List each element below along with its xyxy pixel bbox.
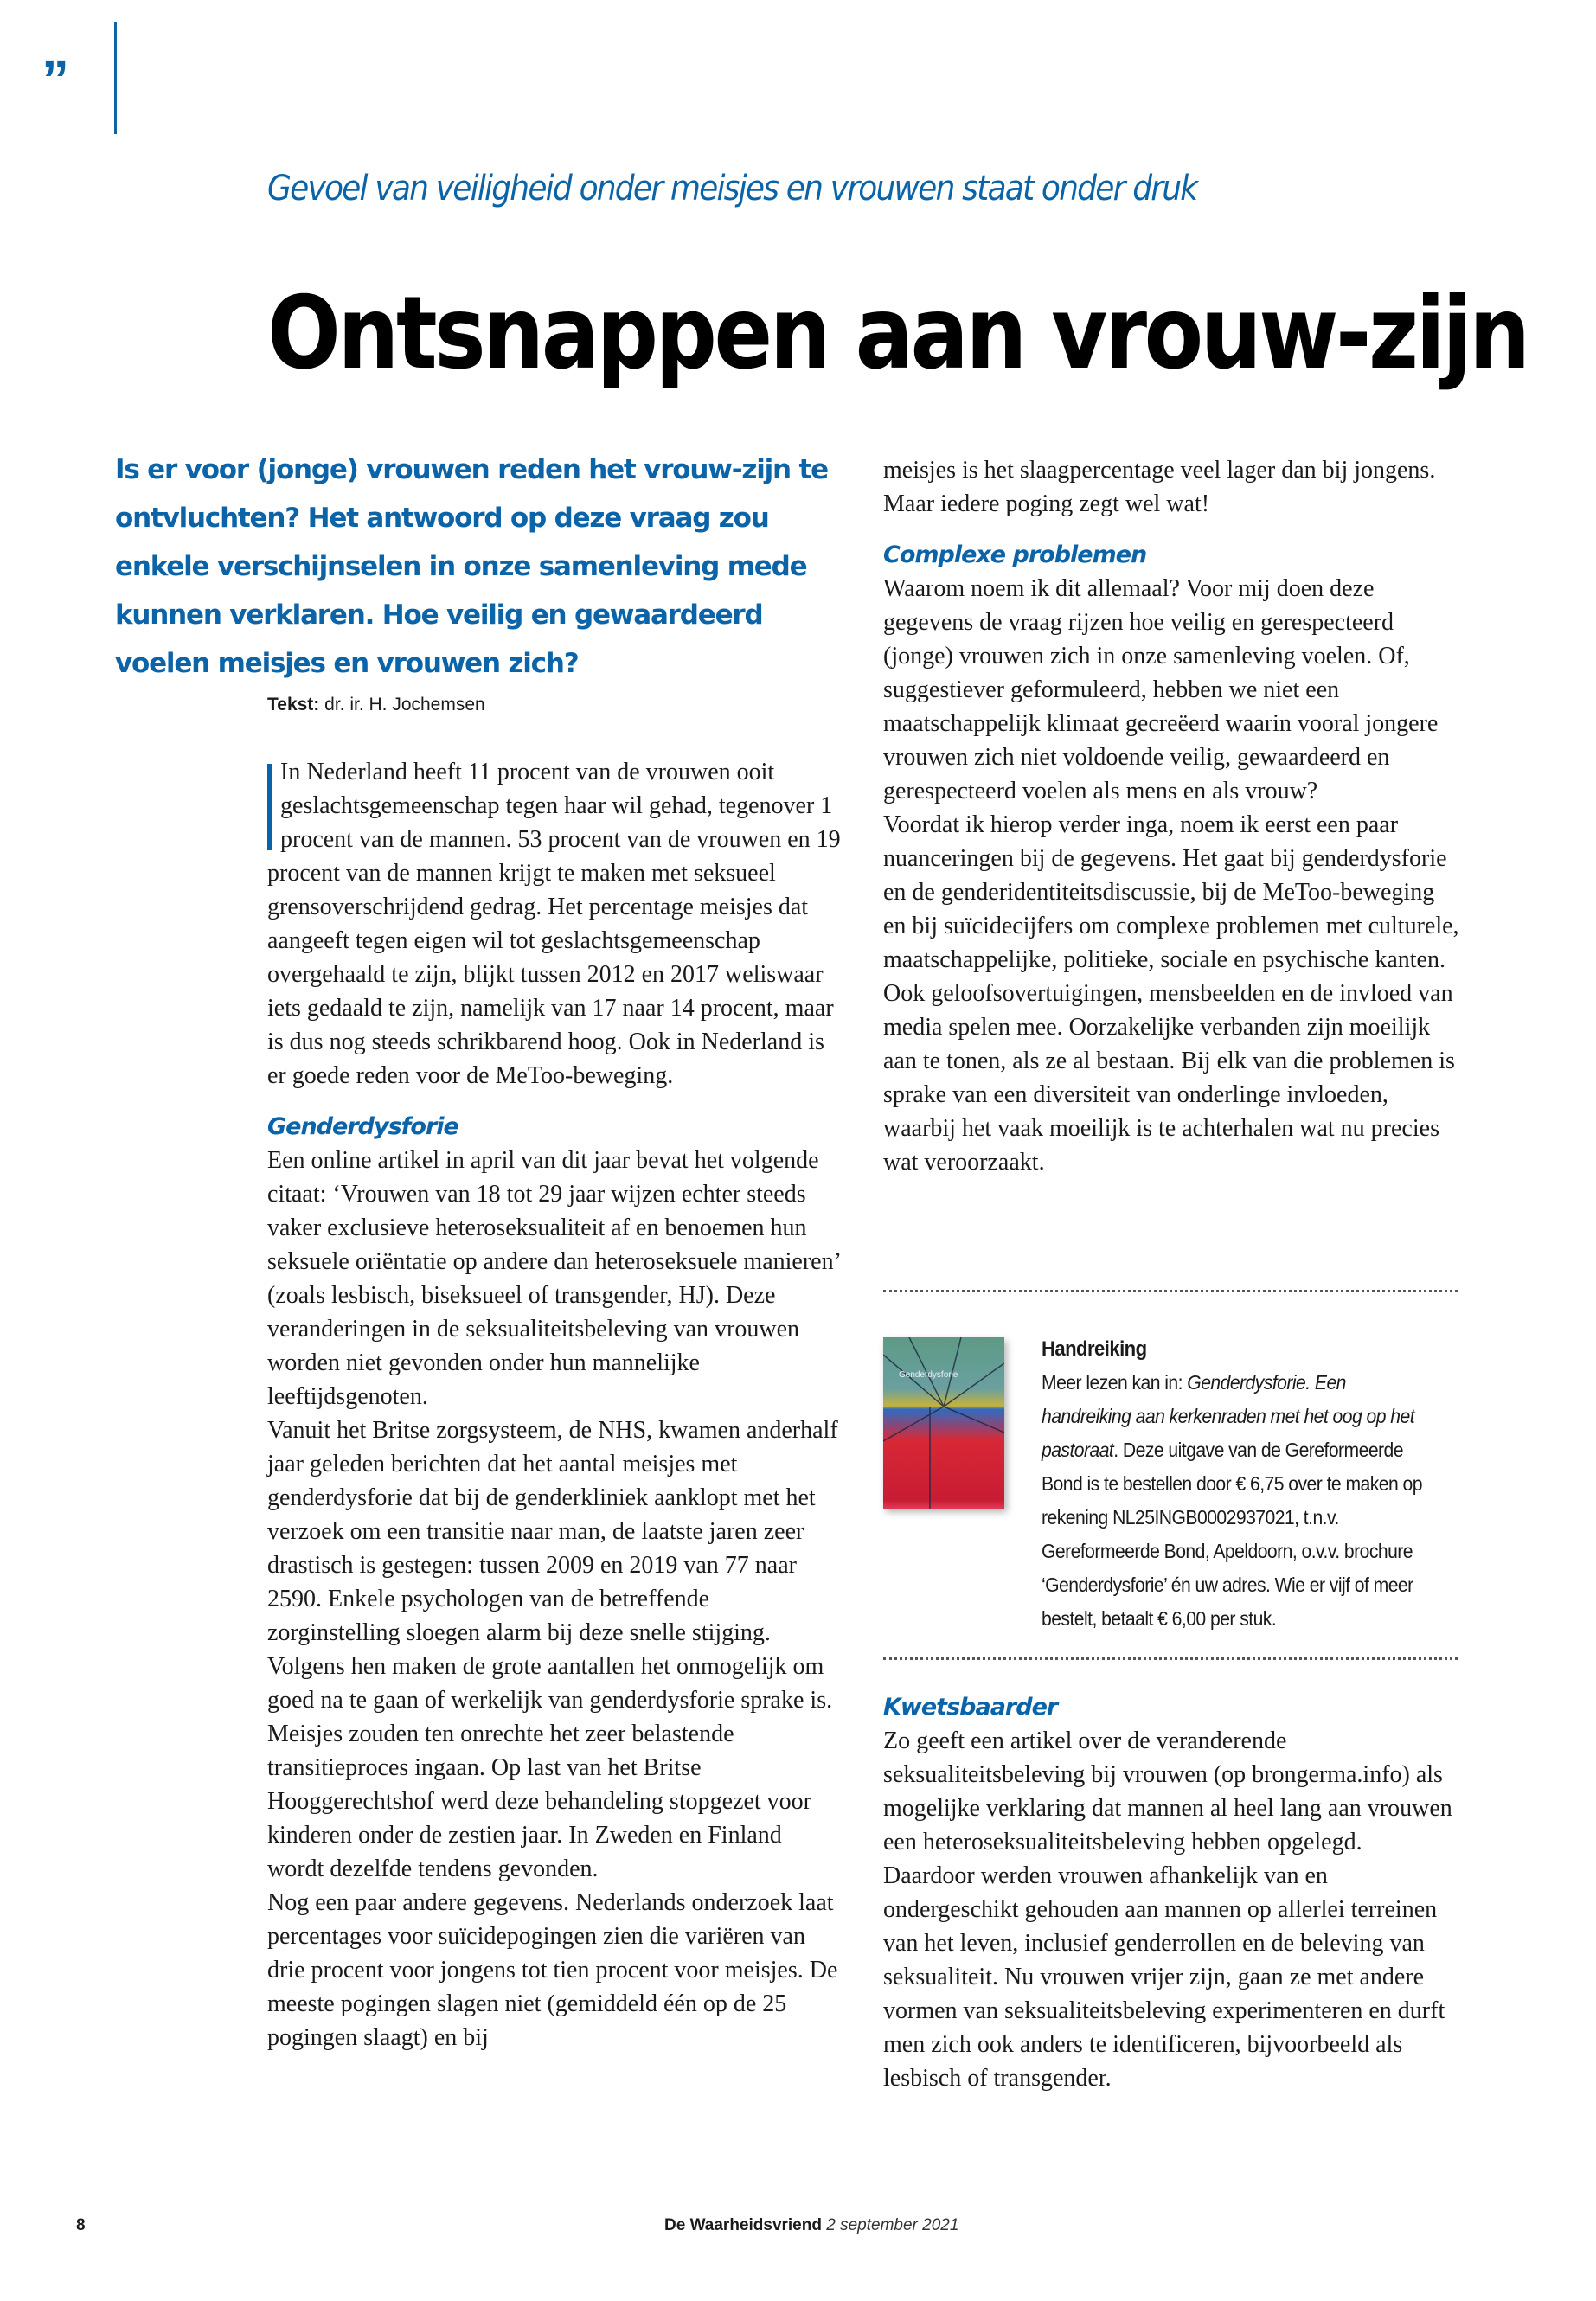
byline-label: Tekst: (267, 695, 320, 715)
intro-lead: Is er voor (jonge) vrouwen reden het vrouw-zijn te ontvluchten? Het antwoord op deze vraag zou enkele verschijnselen in onze samenleving mede kunnen verklaren. Hoe veilig en gewaardeerd voelen meisjes en vrouwen zich? (115, 454, 828, 679)
dotted-divider (883, 1657, 1458, 1660)
sidebar-box (1042, 1332, 1432, 1636)
paragraph: Nog een paar andere gegevens. Nederlands onderzoek laat percentages voor suïcidepogingen zien die variëren van drie procent voor jongens tot tien procent voor meisjes. De meeste pogingen slagen niet (gemiddeld één op de 25 pogingen slaagt) en bij (267, 1889, 838, 2051)
section-heading: Complexe problemen (883, 542, 1147, 568)
column-1 (267, 755, 843, 2054)
umbrella-ribs (883, 1337, 1004, 1509)
page-number: 8 (76, 2216, 86, 2234)
sidebar-text (1042, 1366, 1432, 1636)
quote-mark-icon: ” (42, 48, 69, 111)
footer-credit (664, 2216, 958, 2235)
sidebar-details: . Deze uitgave van de Gereformeerde Bond is te bestellen door € 6,75 over te maken op rekening NL25INGB0002937021, t.n.v. Gereformeerde Bond, Apeldoorn, o.v.v. brochure ‘Genderdysforie’ én uw adres. Wie er vijf of meer bestelt, betaalt € 6,00 per stuk. (1042, 1439, 1422, 1630)
section-heading: Kwetsbaarder (883, 1694, 1058, 1721)
book-cover-image (883, 1337, 1004, 1509)
kicker: Gevoel van veiligheid onder meisjes en vrouwen staat onder druk (267, 169, 1197, 208)
paragraph: Vanuit het Britse zorgsysteem, de NHS, kwamen anderhalf jaar geleden berichten dat het aantal meisjes met genderdysforie dat bij de genderkliniek aanklopt met het verzoek om een transitie naar man, de laatste jaren zeer drastisch is gestegen: tussen 2009 en 2019 van 77 naar 2590. Enkele psychologen van de betreffende zorginstelling sloegen alarm bij deze snelle stijging. Volgens hen maken de grote aantallen het onmogelijk om goed na te gaan of werkelijk van genderdysforie sprake is. Meisjes zouden ten onrechte het zeer belastende transitieproces ingaan. Op last van het Britse Hooggerechtshof werd deze behandeling stopgezet voor kinderen onder de zestien jaar. In Zweden en Finland wordt dezelfde tendens gevonden. (267, 1417, 838, 1882)
dropcap-bar (267, 764, 272, 850)
accent-rule (114, 22, 117, 134)
sidebar-heading: Handreiking (1042, 1337, 1147, 1361)
byline (267, 695, 485, 715)
byline-author: dr. ir. H. Jochemsen (324, 695, 485, 715)
sidebar-lead: Meer lezen kan in: (1042, 1371, 1188, 1394)
paragraph: Zo geeft een artikel over de veranderende seksualiteitsbeleving bij vrouwen (op brongerma.info) als mogelijke verklaring dat mannen al heel lang aan vrouwen een heteroseksualiteitsbeleving hebben opgelegd. Daardoor werden vrouwen afhankelijk van en ondergeschikt gehouden aan mannen op allerlei terreinen van het leven, inclusief genderrollen en de beleving van seksualiteit. Nu vrouwen vrijer zijn, gaan ze met andere vormen van seksualiteitsbeleving experimenteren en durft men zich ook anders te identificeren, bijvoorbeeld als lesbisch of transgender. (883, 1727, 1452, 2092)
paragraph: In Nederland heeft 11 procent van de vrouwen ooit geslachtsgemeenschap tegen haar wil gehad, tegenover 1 procent van de mannen. 53 procent van de vrouwen en 19 procent van de mannen krijgt te maken met seksueel grensoverschrijdend gedrag. Het percentage meisjes dat aangeeft tegen eigen wil tot geslachtsgemeenschap overgehaald te zijn, blijkt tussen 2012 en 2017 weliswaar iets gedaald te zijn, namelijk van 17 naar 14 procent, maar is dus nog steeds schrikbarend hoog. Ook in Nederland is er goede reden voor de MeToo-beweging. (267, 759, 841, 1089)
paragraph: Voordat ik hierop verder inga, noem ik eerst een paar nuanceringen bij de gegevens. Het gaat bij genderdysforie en de genderidentiteitsdiscussie, bij de MeToo-beweging en bij suïcidecijfers om complexe problemen met culturele, maatschappelijke, politieke, sociale en psychische kanten. Ook geloofsovertuigingen, mensbeelden en de invloed van media spelen mee. Oorzakelijke verbanden zijn moeilijk aan te tonen, als ze al bestaan. Bij elk van die problemen is sprake van een diversiteit van onderlinge invloeden, waarbij het vaak moeilijk is te achterhalen wat nu precies wat veroorzaakt. (883, 811, 1459, 1176)
issue-date: 2 september 2021 (826, 2216, 959, 2234)
book-title: Genderdysforie (899, 1370, 958, 1380)
paragraph: Een online artikel in april van dit jaar bevat het volgende citaat: ‘Vrouwen van 18 tot 29 jaar wijzen echter steeds vaker exclusieve heteroseksualiteit af en benoemen hun seksuele oriëntatie op andere dan heteroseksuele manieren’ (zoals lesbisch, biseksueel of transgender, HJ). Deze veranderingen in de seksualiteitsbeleving van vrouwen worden niet gevonden onder hun mannelijke leeftijdsgenoten. (267, 1147, 840, 1410)
paragraph: Waarom noem ik dit allemaal? Voor mij doen deze gegevens de vraag rijzen hoe veilig en gerespecteerd (jonge) vrouwen zich in onze samenleving voelen. Of, suggestiever geformuleerd, hebben we niet een maatschappelijk klimaat gecreëerd waarin vooral jongere vrouwen zich niet voldoende veilig, gewaardeerd en gerespecteerd voelen als mens en als vrouw? (883, 575, 1439, 804)
paragraph: meisjes is het slaagpercentage veel lager dan bij jongens. Maar iedere poging zegt wel wat! (883, 457, 1436, 517)
magazine-name: De Waarheidsvriend (664, 2216, 822, 2234)
article-title: Ontsnappen aan vrouw-zijn (267, 275, 1528, 392)
dotted-divider (883, 1290, 1458, 1292)
book-reference: Genderdysforie. Een handreiking aan kerkenraden met het oog op het pastoraat (1042, 1371, 1415, 1461)
section-heading: Genderdysforie (267, 1113, 458, 1140)
column-3 (883, 1690, 1459, 2095)
column-2 (883, 453, 1459, 1179)
